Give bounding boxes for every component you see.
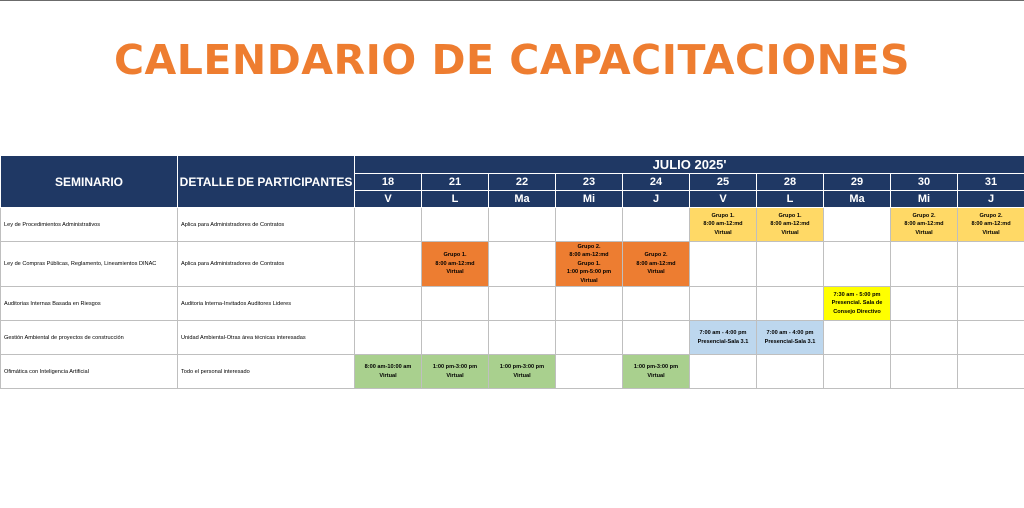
session-line: 7:00 am - 4:00 pm bbox=[699, 330, 747, 336]
session-line: Consejo Directivo bbox=[833, 308, 881, 315]
session-details bbox=[489, 363, 555, 380]
empty-cell bbox=[355, 287, 422, 321]
session-line: Virtual bbox=[781, 229, 799, 236]
header-weekday: J bbox=[958, 191, 1024, 208]
participant-detail: Auditoria Interna-Invitados Auditores Lideres bbox=[178, 287, 355, 321]
session-details bbox=[690, 212, 756, 238]
empty-cell bbox=[757, 242, 824, 287]
empty-cell bbox=[891, 287, 958, 321]
header-day: 30 bbox=[891, 174, 958, 191]
session-line: Virtual bbox=[647, 372, 665, 379]
empty-cell bbox=[556, 287, 623, 321]
participant-detail: Aplica para Administradores de Contratos bbox=[178, 242, 355, 287]
session-line: Virtual bbox=[513, 372, 531, 379]
session-line: Virtual bbox=[379, 372, 397, 379]
session-details bbox=[824, 291, 890, 317]
session-line: 1:00 pm-5:00 pm bbox=[566, 269, 612, 276]
header-day: 21 bbox=[422, 174, 489, 191]
session-details bbox=[422, 251, 488, 277]
header-seminario: SEMINARIO bbox=[1, 156, 178, 208]
seminar-name: Ofimática con Inteligencia Artificial bbox=[1, 355, 178, 389]
empty-cell bbox=[690, 355, 757, 389]
empty-cell bbox=[422, 321, 489, 355]
session-line: Presencial. Sala de bbox=[831, 300, 883, 307]
table-row bbox=[1, 355, 1024, 389]
empty-cell bbox=[355, 242, 422, 287]
table-row bbox=[1, 287, 1024, 321]
seminar-name: Ley de Compras Públicas, Reglamento, Lineamientos DINAC bbox=[1, 242, 178, 287]
header-weekday: L bbox=[422, 191, 489, 208]
session-line: Virtual bbox=[915, 229, 933, 236]
session-cell bbox=[623, 355, 690, 389]
header-day: 25 bbox=[690, 174, 757, 191]
header-day: 31 bbox=[958, 174, 1024, 191]
empty-cell bbox=[958, 287, 1024, 321]
empty-cell bbox=[422, 208, 489, 242]
header-weekday: V bbox=[355, 191, 422, 208]
empty-cell bbox=[824, 242, 891, 287]
session-line: Virtual bbox=[647, 269, 665, 276]
empty-cell bbox=[355, 208, 422, 242]
session-cell bbox=[690, 208, 757, 242]
participant-detail: Unidad Ambiental-Otras área técnicas interesadas bbox=[178, 321, 355, 355]
header-day: 28 bbox=[757, 174, 824, 191]
empty-cell bbox=[690, 242, 757, 287]
session-line: Virtual bbox=[982, 229, 1000, 236]
seminar-name: Auditorias Internas Basada en Riesgos bbox=[1, 287, 178, 321]
empty-cell bbox=[891, 355, 958, 389]
session-line: Grupo 1. bbox=[577, 260, 601, 267]
session-details bbox=[757, 212, 823, 238]
session-line: Grupo 2. bbox=[577, 243, 601, 250]
session-line: 1:00 pm-3:00 pm bbox=[499, 364, 545, 370]
empty-cell bbox=[489, 287, 556, 321]
header-weekday: Mi bbox=[556, 191, 623, 208]
session-line: 8:00 am-12:md bbox=[636, 260, 676, 267]
empty-cell bbox=[556, 355, 623, 389]
session-line: Grupo 2. bbox=[979, 212, 1003, 219]
session-details bbox=[422, 363, 488, 380]
empty-cell bbox=[556, 321, 623, 355]
session-line: 8:00 am-12:md bbox=[703, 221, 743, 228]
empty-cell bbox=[489, 242, 556, 287]
empty-cell bbox=[489, 321, 556, 355]
header-month: JULIO 2025' bbox=[355, 156, 1024, 174]
session-line: 1:00 pm-3:00 pm bbox=[432, 364, 478, 370]
session-cell bbox=[757, 321, 824, 355]
table-row bbox=[1, 321, 1024, 355]
session-line: Virtual bbox=[446, 269, 464, 276]
empty-cell bbox=[891, 242, 958, 287]
session-cell bbox=[958, 208, 1024, 242]
empty-cell bbox=[355, 321, 422, 355]
session-details bbox=[623, 363, 689, 380]
session-cell bbox=[891, 208, 958, 242]
session-cell bbox=[355, 355, 422, 389]
session-details bbox=[891, 212, 957, 238]
empty-cell bbox=[757, 287, 824, 321]
session-line: 8:00 am-12:md bbox=[435, 260, 475, 267]
session-line: 8:00 am-12:md bbox=[770, 221, 810, 228]
session-line: Grupo 1. bbox=[778, 212, 802, 219]
session-line: 8:00 am-10:00 am bbox=[364, 364, 412, 370]
session-line: Virtual bbox=[446, 372, 464, 379]
seminar-name: Ley de Procedimientos Administrativos bbox=[1, 208, 178, 242]
header-weekday: Ma bbox=[489, 191, 556, 208]
session-details bbox=[556, 243, 622, 286]
empty-cell bbox=[891, 321, 958, 355]
table-row bbox=[1, 208, 1024, 242]
training-calendar-table bbox=[0, 155, 1024, 389]
header-day: 24 bbox=[623, 174, 690, 191]
session-line: 7:00 am - 4:00 pm bbox=[766, 330, 814, 336]
page-title: CALENDARIO DE CAPACITACIONES bbox=[113, 36, 911, 84]
empty-cell bbox=[623, 287, 690, 321]
session-details bbox=[757, 329, 823, 346]
header-day: 22 bbox=[489, 174, 556, 191]
empty-cell bbox=[757, 355, 824, 389]
session-line: 8:00 am-12:md bbox=[904, 221, 944, 228]
empty-cell bbox=[958, 355, 1024, 389]
empty-cell bbox=[958, 321, 1024, 355]
session-details bbox=[355, 363, 421, 380]
header-weekday: J bbox=[623, 191, 690, 208]
session-line: Grupo 1. bbox=[711, 212, 735, 219]
table-row bbox=[1, 242, 1024, 287]
session-line: Grupo 1. bbox=[443, 252, 467, 259]
session-cell bbox=[757, 208, 824, 242]
empty-cell bbox=[623, 321, 690, 355]
session-line: Virtual bbox=[580, 277, 598, 284]
top-border-line bbox=[0, 0, 1024, 1]
session-line: 1:00 pm-3:00 pm bbox=[633, 364, 679, 370]
empty-cell bbox=[958, 242, 1024, 287]
empty-cell bbox=[623, 208, 690, 242]
session-line: Grupo 2. bbox=[912, 212, 936, 219]
session-cell bbox=[422, 242, 489, 287]
session-line: 8:00 am-12:md bbox=[971, 221, 1011, 228]
session-cell bbox=[556, 242, 623, 287]
header-weekday: Ma bbox=[824, 191, 891, 208]
participant-detail: Aplica para Administradores de Contratos bbox=[178, 208, 355, 242]
session-cell bbox=[623, 242, 690, 287]
header-detalle: DETALLE DE PARTICIPANTES bbox=[178, 156, 355, 208]
session-line: Virtual bbox=[714, 229, 732, 236]
header-day: 23 bbox=[556, 174, 623, 191]
header-weekday: L bbox=[757, 191, 824, 208]
session-line: 7:30 am - 5:00 pm bbox=[833, 291, 881, 298]
header-weekday: Mi bbox=[891, 191, 958, 208]
session-cell bbox=[422, 355, 489, 389]
session-line: Grupo 2. bbox=[644, 252, 668, 259]
session-details bbox=[623, 251, 689, 277]
session-line: Presencial-Sala 3.1 bbox=[697, 338, 749, 345]
empty-cell bbox=[422, 287, 489, 321]
empty-cell bbox=[824, 208, 891, 242]
participant-detail: Todo el personal interesado bbox=[178, 355, 355, 389]
header-day: 18 bbox=[355, 174, 422, 191]
session-details bbox=[958, 212, 1024, 238]
session-cell bbox=[824, 287, 891, 321]
session-line: 8:00 am-12:md bbox=[569, 252, 609, 259]
empty-cell bbox=[489, 208, 556, 242]
session-cell bbox=[690, 321, 757, 355]
empty-cell bbox=[556, 208, 623, 242]
empty-cell bbox=[690, 287, 757, 321]
session-cell bbox=[489, 355, 556, 389]
empty-cell bbox=[824, 355, 891, 389]
seminar-name: Gestión Ambiental de proyectos de construcción bbox=[1, 321, 178, 355]
header-day: 29 bbox=[824, 174, 891, 191]
empty-cell bbox=[824, 321, 891, 355]
session-details bbox=[690, 329, 756, 346]
session-line: Presencial-Sala 3.1 bbox=[764, 338, 816, 345]
header-weekday: V bbox=[690, 191, 757, 208]
